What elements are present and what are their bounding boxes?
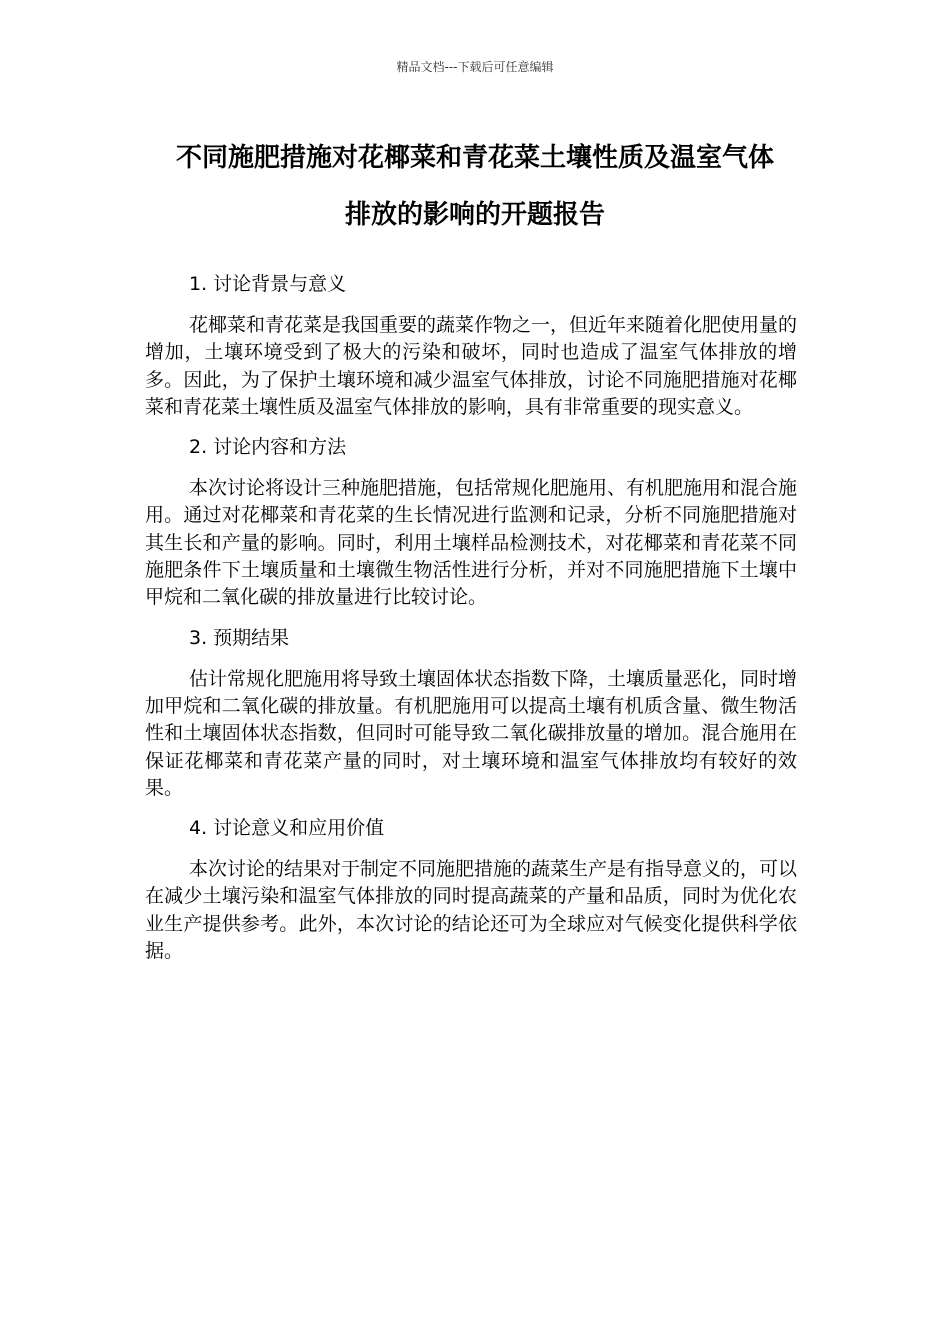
- section-heading-expected-results: 3. 预期结果: [189, 626, 290, 649]
- section-heading-significance: 4. 讨论意义和应用价值: [189, 817, 385, 840]
- section-heading-content-methods: 2. 讨论内容和方法: [189, 436, 347, 459]
- document-title-line-1: 不同施肥措施对花椰菜和青花菜土壤性质及温室气体: [175, 143, 774, 173]
- section-body-expected-results: 估计常规化肥施用将导致土壤固体状态指数下降，土壤质量恶化，同时增加甲烷和二氧化碳的排放量。有机肥施用可以提高土壤有机质含量、微生物活性和土壤固体状态指数，但同时可能导致二氧化碳排放量的增加。混合施用在保证花椰菜和青花菜产量的同时，对土壤环境和温室气体排放均有较好的效果。: [145, 667, 798, 799]
- header-note: 精品文档---下载后可任意编辑: [396, 60, 554, 74]
- section-body-background: 花椰菜和青花菜是我国重要的蔬菜作物之一，但近年来随着化肥使用量的增加，土壤环境受到了极大的污染和破坏，同时也造成了温室气体排放的增多。因此，为了保护土壤环境和减少温室气体排放，讨论不同施肥措施对花椰菜和青花菜土壤性质及温室气体排放的影响，具有非常重要的现实意义。: [145, 314, 798, 418]
- document-body: [145, 270, 797, 977]
- section-heading-background: 1. 讨论背景与意义: [189, 273, 347, 295]
- section-body-significance: 本次讨论的结果对于制定不同施肥措施的蔬菜生产是有指导意义的，可以在减少土壤污染和温室气体排放的同时提高蔬菜的产量和品质，同时为优化农业生产提供参考。此外，本次讨论的结论还可为全球应对气候变化提供科学依据。: [145, 858, 798, 963]
- document-title-line-2: 排放的影响的开题报告: [344, 200, 605, 230]
- section-body-content-methods: 本次讨论将设计三种施肥措施，包括常规化肥施用、有机肥施用和混合施用。通过对花椰菜和青花菜的生长情况进行监测和记录，分析不同施肥措施对其生长和产量的影响。同时，利用土壤样品检测技术，对花椰菜和青花菜不同施肥条件下土壤质量和土壤微生物活性进行分析，并对不同施肥措施下土壤中甲烷和二氧化碳的排放量进行比较讨论。: [145, 477, 798, 609]
